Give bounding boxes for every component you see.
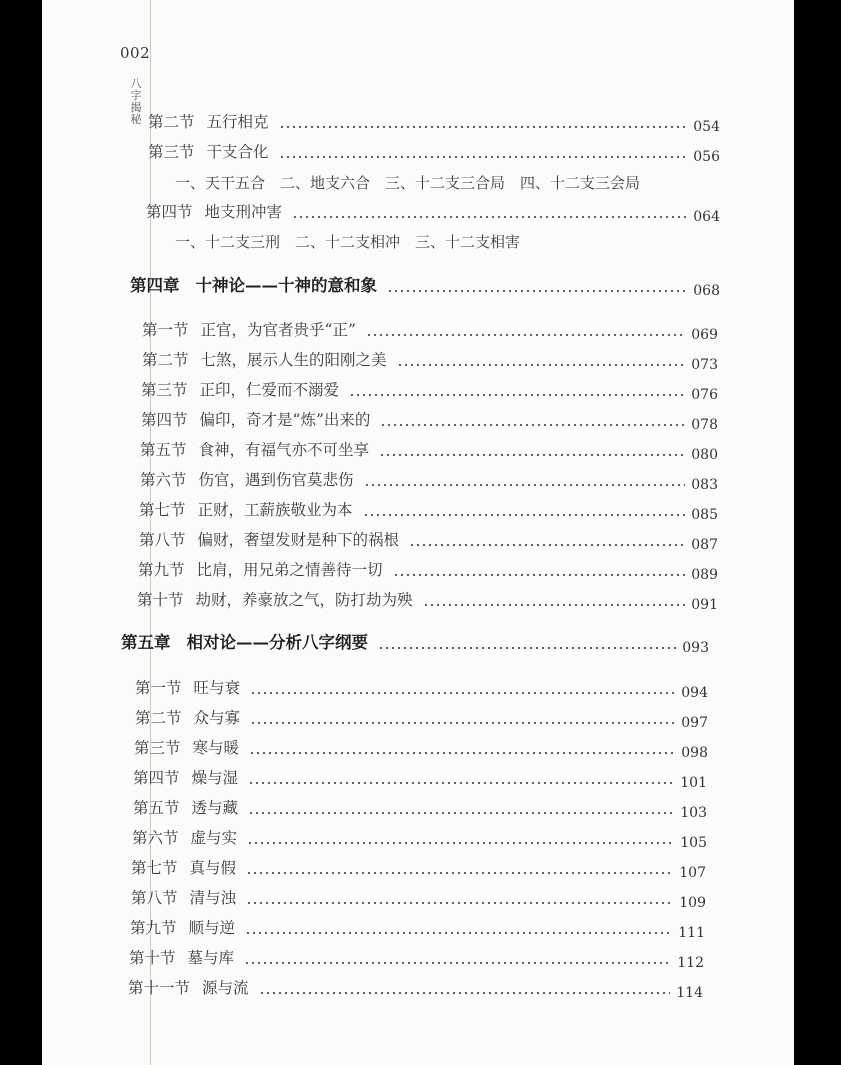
page-ref: 083 bbox=[691, 477, 718, 493]
section-number: 第六节 bbox=[132, 829, 179, 847]
toc-entry[interactable] bbox=[134, 734, 708, 761]
dot-leader bbox=[378, 647, 676, 649]
section-title: 偏印，奇才是“炼”出来的 bbox=[199, 411, 371, 429]
dot-leader bbox=[250, 722, 675, 724]
section-number: 第二节 bbox=[148, 113, 195, 131]
toc-entry[interactable] bbox=[139, 496, 718, 523]
chapter-number: 第五章 bbox=[121, 633, 171, 652]
page-ref: 111 bbox=[678, 925, 705, 941]
page-ref: 073 bbox=[691, 357, 718, 373]
dot-leader bbox=[245, 932, 672, 934]
page-ref: 101 bbox=[680, 775, 707, 791]
dot-leader bbox=[387, 290, 687, 292]
page-ref: 112 bbox=[677, 955, 704, 971]
dot-leader bbox=[423, 604, 686, 606]
section-title: 干支合化 bbox=[206, 143, 269, 161]
section-title: 墓与库 bbox=[187, 949, 235, 967]
dot-leader bbox=[349, 394, 685, 396]
page-ref: 098 bbox=[681, 745, 708, 761]
dot-leader bbox=[379, 454, 685, 456]
dot-leader bbox=[364, 484, 686, 486]
section-title: 食神，有福气亦不可坐享 bbox=[198, 441, 370, 459]
page-ref: 085 bbox=[691, 507, 718, 523]
toc-entry[interactable] bbox=[148, 138, 720, 165]
page-number: 002 bbox=[120, 44, 151, 62]
page-ref: 107 bbox=[679, 865, 706, 881]
section-number: 第五节 bbox=[133, 799, 180, 817]
section-title: 七煞，展示人生的阳刚之美 bbox=[200, 351, 387, 369]
section-number: 第六节 bbox=[140, 471, 187, 489]
section-number: 第七节 bbox=[131, 859, 178, 877]
dot-leader bbox=[248, 812, 674, 814]
section-title: 正官，为官者贵乎“正” bbox=[200, 321, 356, 339]
dot-leader bbox=[250, 692, 675, 694]
page-ref: 114 bbox=[676, 985, 703, 1001]
page-ref: 109 bbox=[679, 895, 706, 911]
section-title: 顺与逆 bbox=[188, 919, 236, 937]
page-ref: 078 bbox=[691, 417, 718, 433]
section-number: 第十节 bbox=[137, 591, 184, 609]
dot-leader bbox=[292, 216, 687, 218]
toc-entry[interactable] bbox=[132, 824, 707, 851]
section-number: 第四节 bbox=[146, 203, 193, 221]
dot-leader bbox=[409, 544, 685, 546]
section-number: 第二节 bbox=[142, 351, 189, 369]
toc-entry[interactable] bbox=[148, 108, 720, 135]
section-title: 透与藏 bbox=[191, 799, 239, 817]
toc-entry[interactable] bbox=[131, 854, 706, 881]
chapter-number: 第四章 bbox=[130, 276, 180, 295]
dot-leader bbox=[363, 514, 686, 516]
section-title: 正财，工薪族敬业为本 bbox=[197, 501, 353, 519]
section-title: 偏财，奢望发财是种下的祸根 bbox=[197, 531, 400, 549]
dot-leader bbox=[380, 424, 685, 426]
toc-entry[interactable] bbox=[137, 586, 718, 613]
toc-entry[interactable] bbox=[141, 406, 718, 433]
dot-leader bbox=[279, 156, 688, 158]
toc-entry[interactable] bbox=[130, 914, 705, 941]
page-ref: 064 bbox=[693, 209, 720, 225]
toc-entry[interactable] bbox=[133, 764, 707, 791]
page-ref: 069 bbox=[691, 327, 718, 343]
section-title: 五行相克 bbox=[206, 113, 269, 131]
dot-leader bbox=[246, 872, 673, 874]
toc-entry[interactable] bbox=[142, 316, 718, 343]
section-title: 比肩，用兄弟之情善待一切 bbox=[196, 561, 383, 579]
dot-leader bbox=[248, 782, 674, 784]
section-number: 第九节 bbox=[130, 919, 177, 937]
section-number: 第八节 bbox=[131, 889, 178, 907]
section-title: 真与假 bbox=[189, 859, 237, 877]
section-title: 寒与暖 bbox=[192, 739, 240, 757]
dot-leader bbox=[366, 334, 685, 336]
section-number: 第四节 bbox=[133, 769, 180, 787]
section-number: 第四节 bbox=[141, 411, 188, 429]
section-number: 第七节 bbox=[139, 501, 186, 519]
page-ref: 103 bbox=[680, 805, 707, 821]
section-number: 第二节 bbox=[135, 709, 182, 727]
dot-leader bbox=[259, 992, 671, 994]
section-number: 第三节 bbox=[134, 739, 181, 757]
toc-entry[interactable] bbox=[146, 198, 720, 225]
dot-leader bbox=[244, 962, 671, 964]
toc-entry[interactable] bbox=[133, 794, 707, 821]
toc-entry[interactable] bbox=[138, 556, 718, 583]
section-number: 第十节 bbox=[129, 949, 176, 967]
section-title: 清与浊 bbox=[189, 889, 237, 907]
dot-leader bbox=[397, 364, 686, 366]
section-number: 第三节 bbox=[148, 143, 195, 161]
section-title: 正印，仁爱而不溺爱 bbox=[199, 381, 340, 399]
page-ref: 094 bbox=[681, 685, 708, 701]
page-ref: 089 bbox=[691, 567, 718, 583]
section-title: 地支刑冲害 bbox=[204, 203, 283, 221]
dot-leader bbox=[279, 126, 688, 128]
section-title: 旺与衰 bbox=[193, 679, 241, 697]
subsection-list: 一、天干五合 二、地支六合 三、十二支三合局 四、十二支三会局 bbox=[175, 174, 641, 192]
page-ref: 076 bbox=[691, 387, 718, 403]
toc-entry[interactable] bbox=[129, 944, 704, 971]
chapter-title: 相对论——分析八字纲要 bbox=[186, 633, 368, 652]
toc-entry[interactable] bbox=[142, 346, 718, 373]
page-ref: 087 bbox=[691, 537, 718, 553]
chapter-entry[interactable] bbox=[121, 629, 709, 656]
section-number: 第八节 bbox=[139, 531, 186, 549]
section-number: 第十一节 bbox=[128, 979, 191, 997]
section-title: 伤官，遇到伤官莫悲伤 bbox=[198, 471, 354, 489]
toc-entry[interactable] bbox=[131, 884, 706, 911]
section-title: 源与流 bbox=[202, 979, 249, 997]
toc-entry[interactable] bbox=[140, 436, 718, 463]
dot-leader bbox=[246, 902, 673, 904]
section-number: 第一节 bbox=[142, 321, 189, 339]
section-title: 劫财，养豪放之气，防打劫为殃 bbox=[195, 591, 413, 609]
section-number: 第九节 bbox=[138, 561, 185, 579]
dot-leader bbox=[249, 752, 675, 754]
toc-entry[interactable] bbox=[135, 674, 708, 701]
page-ref: 056 bbox=[693, 149, 720, 165]
page-ref: 093 bbox=[682, 640, 709, 656]
section-number: 第五节 bbox=[140, 441, 187, 459]
toc-entry[interactable] bbox=[140, 466, 718, 493]
section-number: 第一节 bbox=[135, 679, 182, 697]
toc-entry[interactable] bbox=[135, 704, 708, 731]
book-page bbox=[42, 0, 794, 1065]
chapter-title: 十神论——十神的意和象 bbox=[195, 276, 377, 295]
page-ref: 097 bbox=[681, 715, 708, 731]
section-number: 第三节 bbox=[141, 381, 188, 399]
page-ref: 054 bbox=[693, 119, 720, 135]
toc-entry[interactable] bbox=[141, 376, 718, 403]
page-ref: 105 bbox=[680, 835, 707, 851]
dot-leader bbox=[393, 574, 686, 576]
running-title: 八字揭秘 bbox=[130, 77, 142, 126]
page-ref: 080 bbox=[691, 447, 718, 463]
toc-entry[interactable] bbox=[139, 526, 718, 553]
dot-leader bbox=[247, 842, 674, 844]
section-title: 众与寡 bbox=[193, 709, 241, 727]
chapter-entry[interactable] bbox=[130, 272, 720, 299]
section-title: 虚与实 bbox=[190, 829, 238, 847]
subsection-list: 一、十二支三刑 二、十二支相冲 三、十二支相害 bbox=[175, 233, 521, 251]
toc-entry[interactable] bbox=[128, 974, 703, 1001]
page-ref: 068 bbox=[693, 283, 720, 299]
section-title: 燥与湿 bbox=[191, 769, 239, 787]
page-ref: 091 bbox=[691, 597, 718, 613]
